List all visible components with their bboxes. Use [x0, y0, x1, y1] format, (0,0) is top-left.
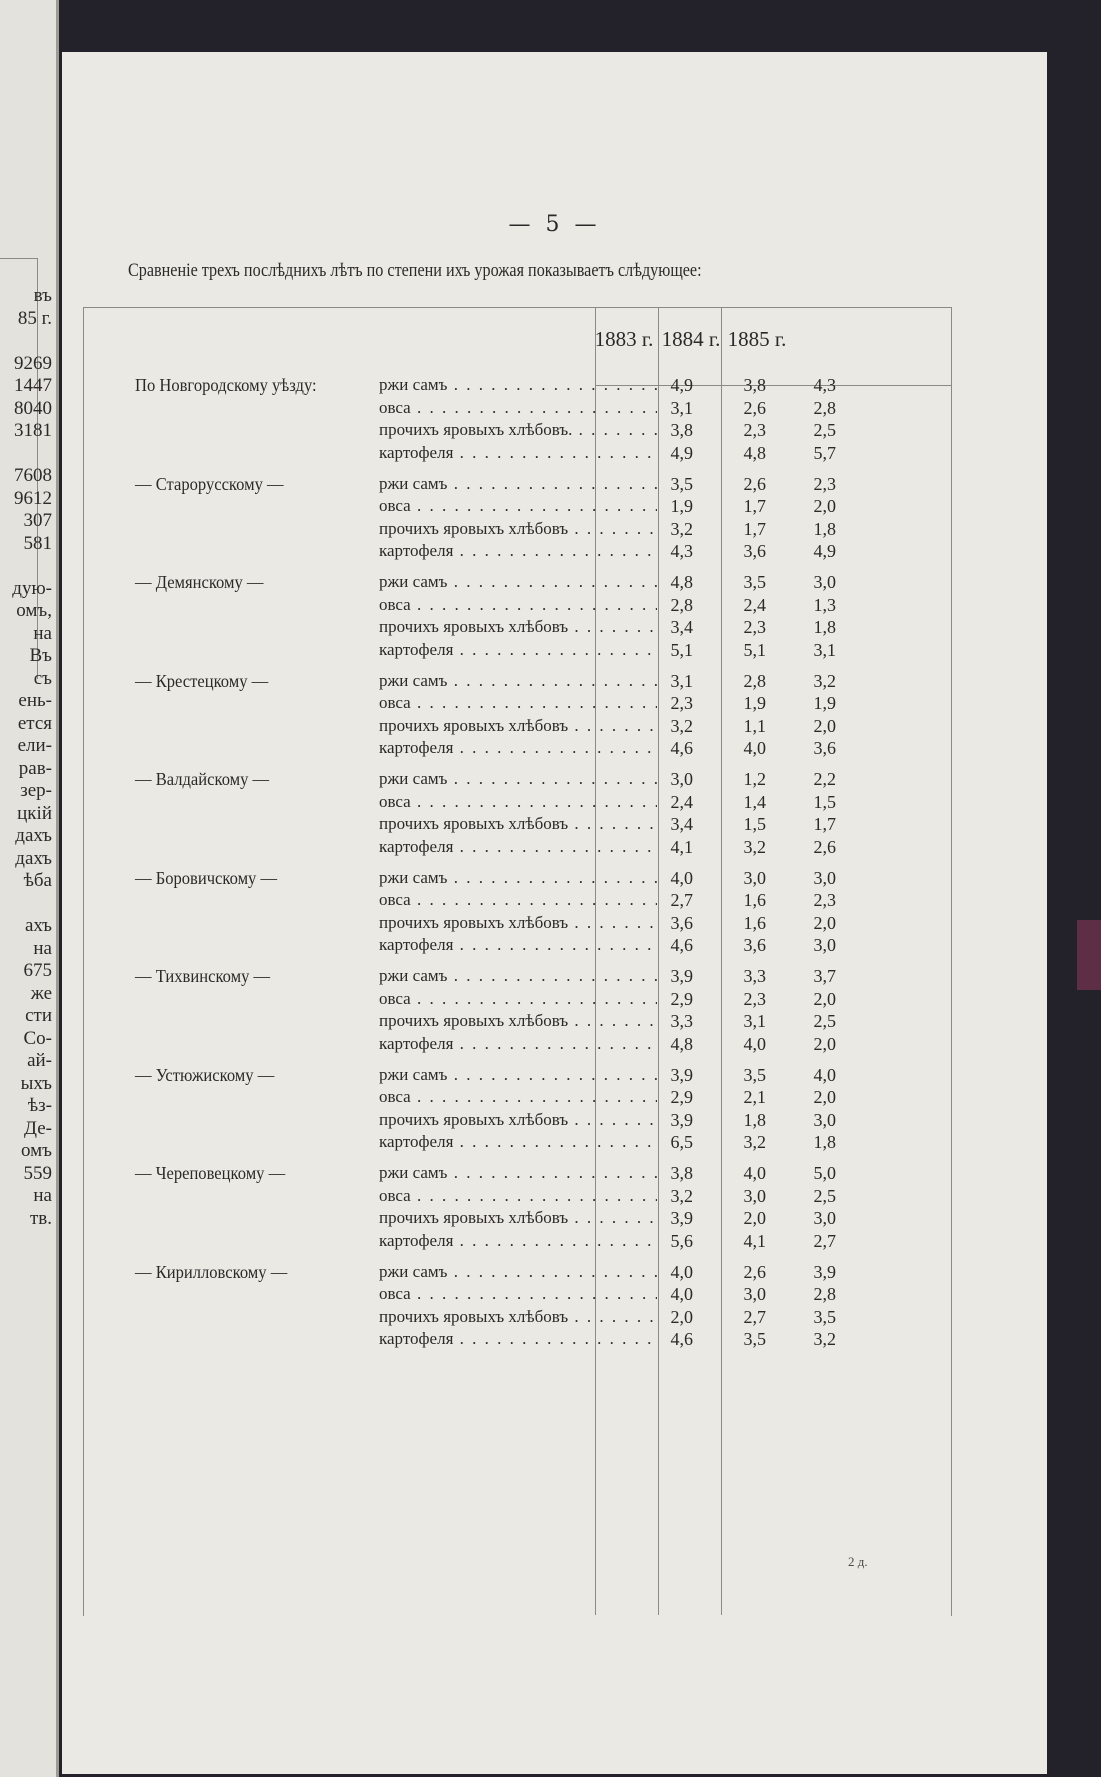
yield-value-1883: 3,2	[670, 518, 693, 539]
table-row	[62, 572, 1047, 595]
yield-value-1883: 3,9	[670, 1064, 693, 1085]
yield-value-1883: 2,8	[670, 594, 693, 615]
margin-fragment: ахъ	[24, 915, 52, 936]
crop-label: овса . . .	[379, 890, 657, 910]
table-row	[62, 1065, 1047, 1088]
yield-value-1885: 2,8	[813, 1284, 836, 1304]
table-row	[62, 966, 1047, 989]
yield-value-1884: 2,1	[743, 1087, 766, 1107]
yield-value-1884: 4,0	[743, 738, 766, 758]
table-row	[62, 792, 1047, 815]
margin-fragment: 675	[23, 960, 52, 981]
margin-fragment: 581	[23, 532, 52, 554]
yield-value-1883: 4,1	[670, 836, 693, 857]
binding-ribbon	[1077, 920, 1101, 990]
crop-label: картофеля . . .	[379, 738, 657, 758]
yield-value-1884: 2,6	[743, 1261, 766, 1282]
margin-fragment: сти	[25, 1005, 52, 1026]
yield-value-1883: 5,1	[670, 639, 693, 660]
previous-page-edge	[0, 0, 59, 1777]
crop-label: прочихъ яровыхъ хлѣбовъ . . .	[379, 519, 657, 539]
margin-fragment: въ	[33, 285, 52, 306]
yield-value-1883: 3,9	[670, 966, 693, 986]
yield-value-1885: 2,0	[813, 1087, 836, 1107]
district-label: — Старорусскому —	[135, 473, 284, 494]
crop-label: картофеля . . .	[379, 443, 657, 463]
margin-fragment: ай-	[27, 1050, 52, 1071]
margin-fragment: ется	[17, 712, 52, 734]
yield-value-1883: 3,5	[670, 473, 693, 494]
margin-fragment: съ	[33, 667, 52, 689]
crop-label: ржи самъ . . .	[379, 375, 657, 395]
district-label: — Крестецкому —	[135, 670, 269, 691]
yield-value-1884: 2,3	[743, 617, 766, 637]
margin-fragment: омъ,	[16, 600, 52, 621]
yield-value-1884: 1,7	[743, 496, 766, 516]
yield-value-1883: 1,9	[670, 496, 693, 516]
crop-label: овса . . .	[379, 1284, 657, 1304]
crop-label: овса . . .	[379, 1087, 657, 1107]
margin-fragment: дую-	[12, 577, 52, 599]
margin-fragment: на	[33, 937, 52, 959]
crop-label: ржи самъ . . .	[379, 572, 657, 592]
crop-label: овса . . .	[379, 496, 657, 516]
district-group	[62, 671, 1047, 763]
yield-value-1884: 1,8	[743, 1109, 766, 1130]
yield-value-1884: 2,3	[743, 420, 766, 440]
yield-value-1884: 3,0	[743, 867, 766, 888]
yield-value-1885: 5,0	[813, 1163, 836, 1183]
crop-label: ржи самъ . . .	[379, 769, 657, 789]
yield-value-1885: 4,9	[813, 541, 836, 561]
margin-fragment: Де-	[24, 1117, 52, 1139]
yield-value-1884: 3,8	[743, 375, 766, 395]
yield-value-1885: 3,1	[813, 639, 836, 660]
yield-value-1884: 1,5	[743, 814, 766, 834]
document-page	[62, 52, 1047, 1774]
yield-value-1885: 2,5	[813, 420, 836, 440]
table-row	[62, 935, 1047, 958]
margin-fragment: 559	[23, 1162, 52, 1184]
yield-value-1883: 3,8	[670, 420, 693, 440]
yield-value-1885: 1,7	[813, 814, 836, 834]
table-row	[62, 541, 1047, 564]
crop-label: прочихъ яровыхъ хлѣбовъ . . .	[379, 1110, 657, 1130]
district-label: — Демянскому —	[135, 572, 264, 592]
margin-fragment: ели-	[17, 735, 52, 756]
district-label: — Боровичскому —	[135, 867, 278, 888]
margin-fragment: ень-	[18, 690, 52, 711]
yield-value-1883: 3,3	[670, 1011, 693, 1031]
table-row	[62, 398, 1047, 421]
district-group	[62, 769, 1047, 861]
district-group	[62, 572, 1047, 664]
table-row	[62, 595, 1047, 618]
table-row	[62, 1087, 1047, 1110]
crop-label: прочихъ яровыхъ хлѣбовъ . . .	[379, 716, 657, 736]
yield-value-1885: 2,0	[813, 912, 836, 933]
district-label: — Череповецкому —	[135, 1163, 286, 1183]
margin-fragment: ѣба	[23, 870, 52, 891]
yield-value-1883: 4,0	[670, 1261, 693, 1282]
yield-value-1883: 3,9	[670, 1208, 693, 1228]
yield-value-1883: 4,6	[670, 738, 693, 758]
yield-value-1885: 3,9	[813, 1261, 836, 1282]
yield-value-1885: 2,3	[813, 890, 836, 910]
yield-value-1883: 4,3	[670, 541, 693, 561]
table-row	[62, 671, 1047, 694]
year-header-1883: 1883 г.	[594, 327, 654, 351]
yield-value-1883: 4,6	[670, 1329, 693, 1349]
crop-label: прочихъ яровыхъ хлѣбовъ . . .	[379, 913, 657, 933]
previous-page-text-fragments	[0, 285, 52, 1230]
margin-fragment: дахъ	[15, 825, 52, 846]
yield-value-1885: 3,2	[813, 670, 836, 691]
crop-label: прочихъ яровыхъ хлѣбовъ . . .	[379, 617, 657, 637]
yield-value-1885: 2,5	[813, 1011, 836, 1031]
table-row	[62, 1011, 1047, 1034]
margin-fragment: 3181	[14, 420, 52, 441]
margin-fragment: 307	[23, 510, 52, 531]
yield-value-1885: 1,8	[813, 617, 836, 637]
yield-value-1884: 4,1	[743, 1230, 766, 1251]
signature-mark: 2 д.	[848, 1554, 868, 1569]
margin-fragment: ыхъ	[20, 1072, 52, 1094]
table-row	[62, 519, 1047, 542]
district-label: — Валдайскому —	[135, 769, 270, 789]
crop-label: ржи самъ . . .	[379, 1065, 657, 1085]
table-row	[62, 1284, 1047, 1307]
margin-fragment: рав-	[18, 757, 52, 779]
margin-fragment: зер-	[20, 780, 52, 801]
yield-value-1884: 1,6	[743, 890, 766, 910]
yield-value-1884: 3,1	[743, 1011, 766, 1031]
yield-value-1885: 3,0	[813, 935, 836, 955]
margin-fragment: 9612	[14, 487, 52, 509]
margin-fragment	[0, 893, 52, 916]
yield-value-1884: 3,0	[743, 1284, 766, 1304]
district-group	[62, 1163, 1047, 1255]
yield-value-1885: 2,0	[813, 1033, 836, 1054]
table-row	[62, 913, 1047, 936]
margin-fragment	[0, 330, 52, 353]
crop-label: картофеля . . .	[379, 1329, 657, 1349]
yield-value-1883: 2,9	[670, 1087, 693, 1107]
table-row	[62, 617, 1047, 640]
crop-label: овса . . .	[379, 398, 657, 418]
yield-value-1883: 3,8	[670, 1163, 693, 1183]
yield-value-1885: 2,8	[813, 397, 836, 418]
yield-value-1883: 3,1	[670, 670, 693, 691]
yield-value-1883: 2,7	[670, 890, 693, 910]
yield-value-1885: 3,0	[813, 572, 836, 592]
yield-value-1885: 3,2	[813, 1329, 836, 1349]
yield-value-1885: 2,3	[813, 473, 836, 494]
yield-value-1883: 4,0	[670, 867, 693, 888]
yield-value-1885: 3,7	[813, 966, 836, 986]
margin-fragment: 1447	[14, 375, 52, 396]
yield-value-1883: 3,1	[670, 397, 693, 418]
margin-fragment: дахъ	[15, 847, 52, 869]
district-label: — Устюжискому —	[135, 1064, 275, 1085]
table-row	[62, 814, 1047, 837]
yield-value-1885: 2,2	[813, 769, 836, 789]
crop-label: картофеля . . .	[379, 935, 657, 955]
yield-value-1883: 6,5	[670, 1132, 693, 1152]
margin-fragment: Со-	[23, 1027, 52, 1049]
crop-label: ржи самъ . . .	[379, 1262, 657, 1282]
yield-value-1884: 4,8	[743, 442, 766, 463]
year-header-1884: 1884 г.	[661, 327, 721, 351]
crop-label: картофеля . . .	[379, 837, 657, 857]
yield-value-1885: 1,3	[813, 594, 836, 615]
table-row	[62, 769, 1047, 792]
margin-fragment: ѣз-	[27, 1095, 52, 1116]
table-row	[62, 868, 1047, 891]
margin-fragment: 9269	[14, 352, 52, 374]
table-row	[62, 474, 1047, 497]
yield-value-1885: 4,0	[813, 1064, 836, 1085]
yield-value-1883: 4,8	[670, 572, 693, 592]
yield-value-1884: 3,6	[743, 935, 766, 955]
yield-value-1885: 2,0	[813, 988, 836, 1009]
crop-label: прочихъ яровыхъ хлѣбовъ . . .	[379, 1208, 657, 1228]
yield-value-1885: 1,8	[813, 518, 836, 539]
yield-value-1885: 3,0	[813, 1109, 836, 1130]
yield-value-1884: 3,2	[743, 836, 766, 857]
crop-label: овса . . .	[379, 792, 657, 812]
crop-label: овса . . .	[379, 989, 657, 1009]
margin-fragment: 7608	[14, 465, 52, 486]
table-row	[62, 738, 1047, 761]
crop-label: овса . . .	[379, 1186, 657, 1206]
yield-value-1884: 2,7	[743, 1306, 766, 1327]
district-group	[62, 1262, 1047, 1354]
crop-label: овса . . .	[379, 693, 657, 713]
yield-value-1885: 2,0	[813, 715, 836, 736]
table-row	[62, 890, 1047, 913]
yield-value-1883: 3,6	[670, 912, 693, 933]
yield-value-1885: 1,8	[813, 1132, 836, 1152]
yield-value-1884: 1,6	[743, 912, 766, 933]
yield-value-1885: 2,7	[813, 1230, 836, 1251]
crop-label: картофеля . . .	[379, 1132, 657, 1152]
table-row	[62, 1110, 1047, 1133]
margin-fragment: на	[33, 622, 52, 644]
page-number: — 5 —	[508, 212, 601, 237]
yield-value-1884: 3,5	[743, 1064, 766, 1085]
yield-value-1884: 1,7	[743, 518, 766, 539]
yield-value-1884: 2,3	[743, 988, 766, 1009]
yield-value-1884: 3,5	[743, 572, 766, 592]
table-row	[62, 1132, 1047, 1155]
crop-label: картофеля . . .	[379, 1231, 657, 1251]
crop-label: картофеля . . .	[379, 541, 657, 561]
table-row	[62, 1262, 1047, 1285]
yield-value-1884: 1,4	[743, 791, 766, 812]
intro-sentence: Сравненіе трехъ послѣднихъ лѣтъ по степени ихъ урожая показываетъ слѣдующее:	[128, 260, 702, 281]
yield-value-1885: 2,5	[813, 1185, 836, 1206]
yield-value-1883: 5,6	[670, 1230, 693, 1251]
yield-value-1884: 1,9	[743, 693, 766, 713]
yield-value-1884: 3,2	[743, 1132, 766, 1152]
margin-fragment: же	[30, 982, 52, 1004]
crop-label: ржи самъ . . .	[379, 1163, 657, 1183]
crop-label: ржи самъ . . .	[379, 474, 657, 494]
yield-value-1884: 2,8	[743, 670, 766, 691]
margin-fragment	[0, 555, 52, 578]
table-row	[62, 716, 1047, 739]
margin-fragment: цкій	[17, 802, 52, 824]
yield-value-1884: 5,1	[743, 639, 766, 660]
yield-value-1883: 4,9	[670, 375, 693, 395]
table-row	[62, 1307, 1047, 1330]
margin-fragment: на	[33, 1185, 52, 1206]
crop-label: ржи самъ . . .	[379, 966, 657, 986]
table-row	[62, 443, 1047, 466]
yield-value-1885: 3,0	[813, 867, 836, 888]
yield-value-1885: 4,3	[813, 375, 836, 395]
yield-value-1883: 2,3	[670, 693, 693, 713]
yield-value-1883: 3,9	[670, 1109, 693, 1130]
yield-value-1884: 2,0	[743, 1208, 766, 1228]
yield-value-1885: 3,5	[813, 1306, 836, 1327]
table-row	[62, 640, 1047, 663]
year-header-1885: 1885 г.	[727, 327, 787, 351]
table-row	[62, 1163, 1047, 1186]
yield-value-1885: 1,5	[813, 791, 836, 812]
district-group	[62, 375, 1047, 467]
table-row	[62, 837, 1047, 860]
table-row	[62, 1034, 1047, 1057]
district-group	[62, 966, 1047, 1058]
table-row	[62, 420, 1047, 443]
yield-value-1885: 2,6	[813, 836, 836, 857]
margin-fragment: омъ	[21, 1140, 52, 1161]
crop-label: прочихъ яровыхъ хлѣбовъ . . .	[379, 1307, 657, 1327]
district-label: — Кирилловскому —	[135, 1261, 288, 1282]
margin-fragment: 8040	[14, 397, 52, 419]
district-label: — Тихвинскому —	[135, 966, 271, 986]
crop-label: ржи самъ . . .	[379, 671, 657, 691]
yield-value-1883: 2,9	[670, 988, 693, 1009]
yield-value-1883: 4,0	[670, 1284, 693, 1304]
yield-value-1883: 4,9	[670, 442, 693, 463]
margin-fragment: 85 г.	[17, 307, 52, 329]
yield-value-1883: 2,4	[670, 791, 693, 812]
table-row	[62, 1329, 1047, 1352]
yield-value-1884: 2,4	[743, 594, 766, 615]
yield-value-1884: 3,0	[743, 1185, 766, 1206]
crop-label: картофеля . . .	[379, 1034, 657, 1054]
yield-value-1884: 3,6	[743, 541, 766, 561]
district-label: По Новгородскому уѣзду:	[135, 375, 317, 395]
crop-label: ржи самъ . . .	[379, 868, 657, 888]
yield-value-1883: 3,0	[670, 769, 693, 789]
yield-value-1885: 1,9	[813, 693, 836, 713]
yield-value-1884: 1,2	[743, 769, 766, 789]
margin-fragment: Въ	[29, 645, 52, 666]
crop-label: прочихъ яровыхъ хлѣбовъ . . .	[379, 1011, 657, 1031]
yield-value-1884: 4,0	[743, 1033, 766, 1054]
yield-value-1883: 2,0	[670, 1306, 693, 1327]
table-row	[62, 693, 1047, 716]
yield-value-1884: 4,0	[743, 1163, 766, 1183]
yield-value-1885: 3,0	[813, 1208, 836, 1228]
table-row	[62, 1231, 1047, 1254]
crop-label: прочихъ яровыхъ хлѣбовъ . . .	[379, 814, 657, 834]
yield-value-1884: 3,5	[743, 1329, 766, 1349]
yield-value-1884: 2,6	[743, 397, 766, 418]
yield-value-1884: 1,1	[743, 715, 766, 736]
yield-value-1885: 3,6	[813, 738, 836, 758]
table-row	[62, 375, 1047, 398]
table-row	[62, 1208, 1047, 1231]
yield-value-1883: 4,6	[670, 935, 693, 955]
yield-value-1883: 3,2	[670, 1185, 693, 1206]
crop-label: картофеля . . .	[379, 640, 657, 660]
yield-value-1885: 5,7	[813, 442, 836, 463]
margin-fragment: тв.	[29, 1207, 52, 1229]
yield-value-1883: 3,4	[670, 814, 693, 834]
yield-value-1883: 3,4	[670, 617, 693, 637]
yield-value-1883: 3,2	[670, 715, 693, 736]
table-row	[62, 496, 1047, 519]
table-row	[62, 989, 1047, 1012]
yield-value-1885: 2,0	[813, 496, 836, 516]
yield-value-1884: 3,3	[743, 966, 766, 986]
margin-fragment	[0, 443, 52, 466]
yield-value-1884: 2,6	[743, 473, 766, 494]
district-group	[62, 474, 1047, 566]
table-row	[62, 1186, 1047, 1209]
district-group	[62, 1065, 1047, 1157]
crop-label: овса . . .	[379, 595, 657, 615]
district-group	[62, 868, 1047, 960]
crop-label: прочихъ яровыхъ хлѣбовъ. . . .	[379, 420, 657, 440]
yield-value-1883: 4,8	[670, 1033, 693, 1054]
